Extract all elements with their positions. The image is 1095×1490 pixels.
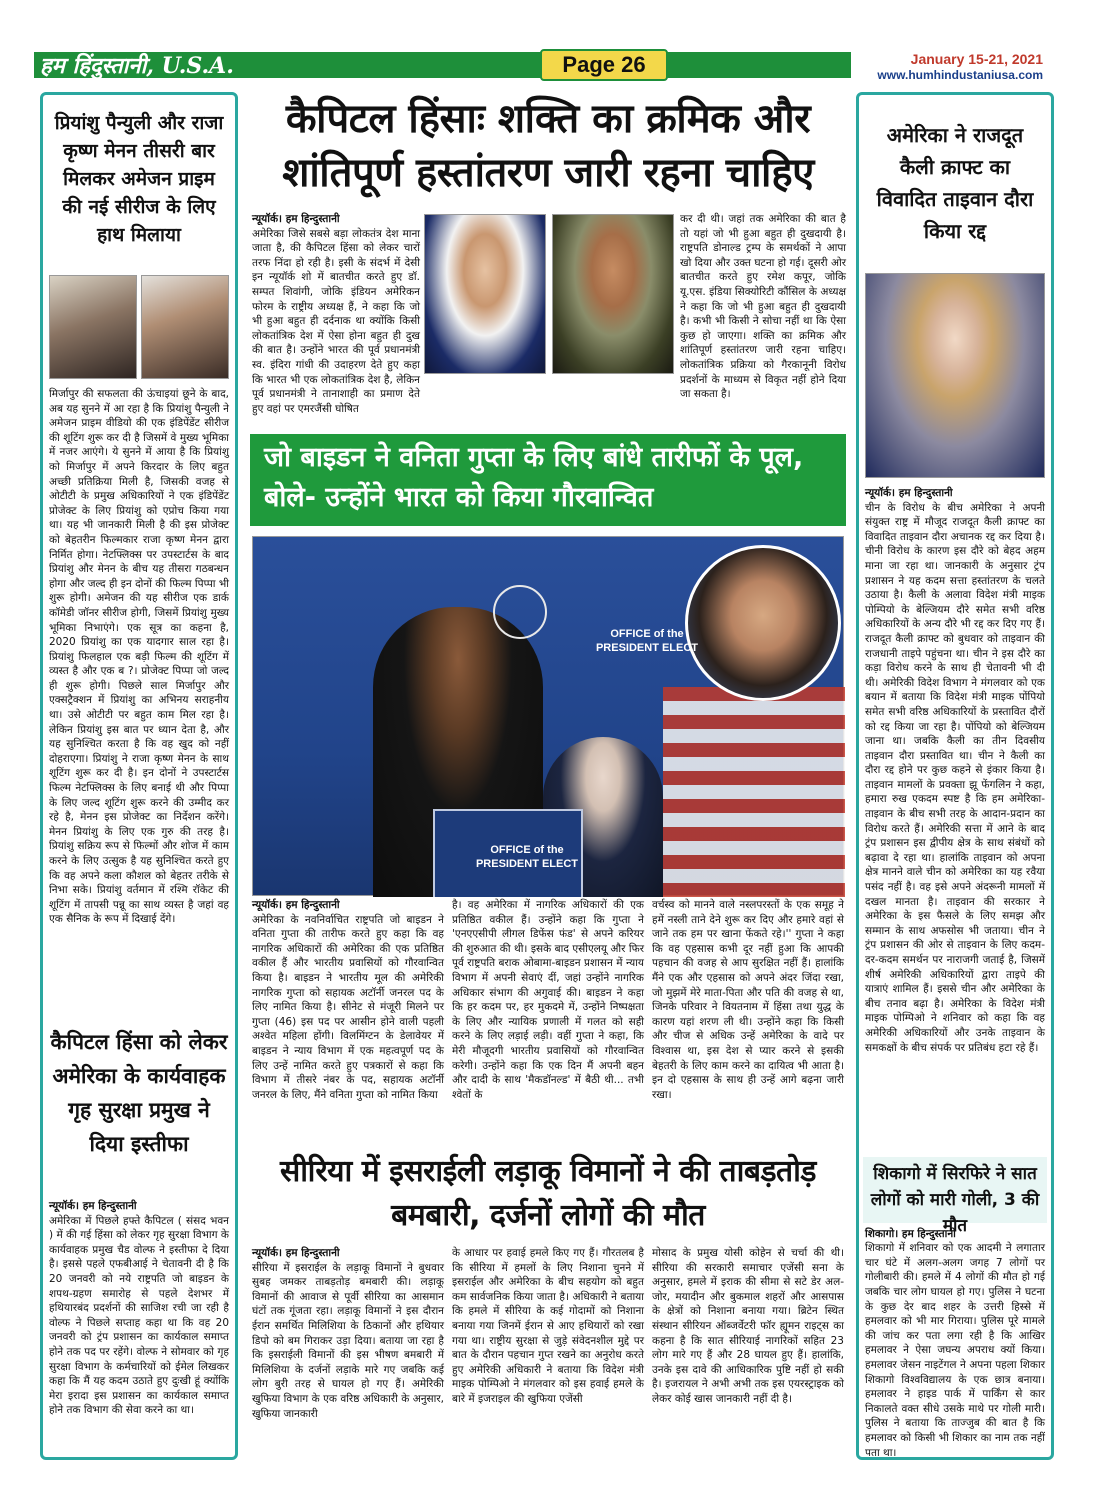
left-story2-dateline: न्यूयॉर्क। हम हिन्दुस्तानी [49,1200,137,1212]
site-url[interactable]: www.humhindustaniusa.com [877,68,1043,82]
priyanshu-photo [49,275,137,379]
left-story-body: मिर्जापुर की सफलता की ऊंचाइयां छूने के बाद, अब यह सुनने में आ रहा है कि प्रियांशु पैन्युली ने अमेजन प्राइम वीडियो की एक इंडिपेंडेंट सीरीज की शूटिंग शुरू कर दी है जिसमें वे मुख्य भूमिका में नजर आएंगे। ये सुनने में आया है कि प्रियांशु को मिर्जापुर में अपने किरदार के लिए बहुत अच्छी प्रतिक्रिया मिली है, जिसकी वजह से ओटीटी के प्रमुख अधिकारियों ने एक इंडिपेंडेंट प्रोजेक्ट के लिए प्रियांशु को एप्रोच किया गया था। यह भी जानकारी मिली है की इस प्रोजेक्ट को बेहतरीन फिल्मकार राजा कृष्ण मेनन द्वारा निर्मित होगा। नेटफ्लिक्स पर उपस्टार्टस के बाद प्रियांशु और मेनन के बीच यह तीसरा गठबन्धन होगा और जल्द ही इन दोनों की फिल्म पिप्पा भी शुरू होगी। अमेजन की यह सीरीज एक डार्क कॉमेडी जॉनर सीरीज होगी, जिसमें प्रियांशु मुख्य भूमिका निभाएंगे। एक सूत्र का कहना है, 2020 प्रियांशु का एक यादगार साल रहा है। प्रियांशु फिलहाल एक बड़ी फिल्म की शूटिंग में व्यस्त है और एक ब ?। प्रोजेक्ट पिप्पा जो जल्द ही शुरू होगी। पिछले साल मिर्जापुर और एक्सट्रैक्शन में प्रियांशु का अभिनय सराहनीय था। उसे ओटीटी पर बहुत काम मिल रहा है। लेकिन प्रियांशु इस बात पर ध्यान देता है, और यह सुनिश्चित करता है कि वह खुद को नहीं दोहराएगा। प्रियांशु ने राजा कृष्ण मेनन के साथ शूटिंग शुरू कर दी है। इन दोनों ने उपस्टार्टस फिल्म नेटफ्लिक्स के लिए बनाई थी और पिप्पा के लिए जल्द शूटिंग शुरू करने की उम्मीद कर रहे है, मेनन इस प्रोजेक्ट का निर्देशन करेंगे। मेनन प्रियांशु के लिए एक गुरु की तरह है। प्रियांशु सक्रिय रूप से फिल्मों और शोज में काम करने के लिए उत्सुक है यह सुनिश्चित करते हुए कि वह अपने कला कौशल को बेहतर तरीके से निभा सके। प्रियांशु वर्तमान में रश्मि रॉकेट की शूटिंग में तापसी पन्नू का साथ व्यस्त है जहां वह एक सैनिक के रूप में दिखाई देंगे। [49,388,229,926]
syria-headline: सीरिया में इसराईली लड़ाकू विमानों ने की ताबड़तोड़ बमबारी, दर्जनों लोगों की मौत [280,1154,816,1233]
right-story2-title: शिकागो में सिरफिरे ने सात लोगों को मारी गोली, 3 की मौत [863,1157,1047,1223]
kamala-harris-photo [252,536,844,896]
issue-date: January 15-21, 2021 [910,51,1043,67]
sign-top: OFFICE of the PRESIDENT ELECT [595,628,699,654]
kelly-craft-photo [865,273,1045,478]
right-story2-body: शिकागो में शनिवार को एक आदमी ने लगातार चार घंटे में अलग-अलग जगह 7 लोगों पर गोलीबारी की। हमले में 4 लोगों की मौत हो गई जबकि चार लोग घायल हो गए। पुलिस ने घटना के कुछ देर बाद शहर के उत्तरी हिस्से में हमलवार को भी मार गिराया। पुलिस पूरे मामले की जांच कर पता लगा रही है कि आखिर हमलावर ने ऐसा जघन्य अपराध क्यों किया। हमलावर जेसन नाइटेंगल ने अपना पहला शिकार शिकागो विश्वविद्यालय के एक छात्र बनाया। हमलावर ने हाइड पार्क में पार्किंग से कार निकालते वक्त सीधे उसके माथे पर गोली मारी। पुलिस ने बताया कि ताज्जुब की बात है कि हमलावर को किसी भी शिकार का नाम तक नहीं पता था। [865,1242,1045,1459]
syria-dateline: न्यूयॉर्क। हम हिन्दुस्तानी [252,1247,340,1259]
biden-col1: अमेरिका के नवनिर्वाचित राष्ट्रपति जो बाइडन ने वनिता गुप्ता की तारीफ करते हुए कहा कि वह नागरिक अधिकारों की अमेरिका की एक प्रतिष्ठित वकील हैं और भारतीय प्रवासियों को गौरवान्वित किया है। बाइडन ने भारतीय मूल की अमेरिकी नागरिक गुप्ता को सहायक अटॉर्नी जनरल पद के लिए नामित किया है। सीनेट से मंजूरी मिलने पर गुप्ता (46) इस पद पर आसीन होने वाली पहली अश्वेत महिला होंगी। विलमिंग्टन के डेलावेयर में बाइडन ने न्याय विभाग में एक महत्वपूर्ण पद के लिए उन्हें नामित करते हुए पत्रकारों से कहा कि विभाग में तीसरे नंबर के पद, सहायक अटॉर्नी जनरल के लिए, मैंने वनिता गुप्ता को नामित किया [252,913,444,1101]
left-column [40,92,238,1460]
right-column [856,92,1054,1460]
left-story2-body: अमेरिका में पिछले हफ्ते कैपिटल ( संसद भवन ) में की गई हिंसा को लेकर गृह सुरक्षा विभाग के कार्यवाहक प्रमुख चैड वोल्फ ने इस्तीफा दे दिया है। इससे पहले एफबीआई ने चेतावनी दी है कि 20 जनवरी को नये राष्ट्रपति जो बाइडन के शपथ-ग्रहण समारोह से पहले देशभर में हथियारबंद प्रदर्शनों की साजिश रची जा रही है वोल्फ ने पिछले सप्ताह कहा था कि वह 20 जनवरी को ट्रंप प्रशासन का कार्यकाल समाप्त होने तक पद पर रहेंगे। वोल्फ ने सोमवार को गृह सुरक्षा विभाग के कर्मचारियों को ईमेल लिखकर कहा कि मैं यह कदम उठाते हुए दुःखी हूं क्योंकि मेरा इरादा इस प्रशासन का कार्यकाल समाप्त होने तक विभाग की सेवा करने का था। [49,1214,229,1417]
presidential-seal-top [493,585,547,639]
main-headline: कैपिटल हिंसाः शक्ति का क्रमिक और शांतिपूर्ण हस्तांतरण जारी रहना चाहिए [282,96,814,196]
main-col1: अमेरिका जिसे सबसे बड़ा लोकतंत्र देश माना जाता है, की कैपिटल हिंसा को लेकर चारों तरफ निंदा हो रही है। इसी के संदर्भ में देसी इन न्यूयॉर्क शो में बातचीत करते हुए डॉ. सम्पत शिवांगी, जोकि इंडियन अमेरिकन फोरम के राष्ट्रीय अध्यक्ष हैं, ने कहा कि जो भी हुआ बहुत ही दर्दनाक था क्योंकि किसी लोकतांत्रिक देश में ऐसा होना बहुत ही दुख की बात है। उन्होंने भारत की पूर्व प्रधानमंत्री स्व. इंदिरा गांधी की उदाहरण देते हुए कहा कि भारत भी एक लोकतांत्रिक देश है, लेकिन पूर्व प्रधानमंत्री ने तानाशाही का प्रमाण देते हुए वहां पर एमरजैंसी घोषित [252,227,420,415]
biden-dateline: न्यूयॉर्क। हम हिन्दुस्तानी [252,899,340,911]
left-story-photo [49,275,229,379]
right-story-title: अमेरिका ने राजदूत कैली क्राफ्ट का विवादित ताइवान दौरा किया रद्द [876,123,1034,243]
syria-col1: सीरिया में इसराईल के लड़ाकू विमानों ने बुधवार सुबह जमकर ताबड़तोड़ बमबारी की। लड़ाकू विमानों की आवाज से पूर्वी सीरिया का आसमान घंटों तक गूंजता रहा। लड़ाकू विमानों ने इस दौरान ईरान समर्थित मिलिशिया के ठिकानों और हथियार डिपो को बम गिराकर उड़ा दिया। बताया जा रहा है कि इसराईली विमानों की इस भीषण बमबारी में मिलिशिया के दर्जनों लड़ाके मारे गए जबकि कई लोग बुरी तरह से घायल हो गए हैं। अमेरिकी खुफिया विभाग के एक वरिष्ठ अधिकारी के अनुसार, खुफिया जानकारी [252,1261,444,1420]
left-story-title: प्रियांशु पैन्युली और राजा कृष्ण मेनन तीसरी बार मिलकर अमेजन प्राइम की नई सीरीज के लिए हाथ मिलाया [54,112,224,246]
masthead-logo: हम हिंदुस्तानी, U.S.A. [40,53,234,79]
syria-col2: के आधार पर हवाई हमले किए गए हैं। गौरतलब है कि सीरिया में हमलों के लिए निशाना चुनने में इसराईल और अमेरिका के बीच सहयोग को बहुत कम सार्वजनिक किया जाता है। अधिकारी ने बताया कि हमले में सीरिया के कई गोदामों को निशाना बनाया गया जिनमें ईरान से आए हथियारों को रखा गया था। राष्ट्रीय सुरक्षा से जुड़े संवेदनशील मुद्दे पर बात के दौरान पहचान गुप्त रखने का अनुरोध करते हुए अमेरिकी अधिकारी ने बताया कि विदेश मंत्री माइक पोम्पिओ ने मंगलवार को इस हवाई हमले के बारे में इजराइल की खुफिया एजेंसी [452,1247,644,1405]
right-story-body: चीन के विरोध के बीच अमेरिका ने अपनी संयुक्त राष्ट्र में मौजूद राजदूत कैली क्राफ्ट का विवादित ताइवान दौरा अचानक रद्द कर दिया है। चीनी विरोध के कारण इस दौरे को बेहद अहम माना जा रहा था। जानकारी के अनुसार ट्रंप प्रशासन ने यह कदम सत्ता हस्तांतरण के चलते उठाया है। कैली के अलावा विदेश मंत्री माइक पोम्पियो के बेल्जियम दौरे समेत सभी वरिष्ठ अधिकारियों के अन्य दौरे भी रद्द कर दिए गए हैं। राजदूत कैली क्राफ्ट को बुधवार को ताइवान की राजधानी ताइपे पहुंचना था। चीन ने इस दौरे का कड़ा विरोध करने के साथ ही चेतावनी भी दी थी। अमेरिकी विदेश विभाग ने मंगलवार को एक बयान में बताया कि विदेश मंत्री माइक पोंपियो समेत सभी वरिष्ठ अधिकारियों के प्रस्तावित दौरों को रद्द किया जा रहा है। पोंपियो को बेल्जियम जाना था। जबकि कैली का तीन दिवसीय ताइवान दौरा प्रस्तावित था। चीन ने कैली का दौरा रद्द होने पर कुछ कहने से इंकार किया है। ताइवान मामलों के प्रवक्ता झू फेंगलिन ने कहा, हमारा रुख एकदम स्पष्ट है कि हम अमेरिका-ताइवान के बीच सभी तरह के आदान-प्रदान का विरोध करते हैं। अमेरिकी सत्ता में आने के बाद ट्रंप प्रशासन इस द्वीपीय क्षेत्र के साथ संबंधों को बढ़ावा दे रहा था। हालांकि ताइवान को अपना क्षेत्र मानने वाले चीन को अमेरिका का यह रवैया पसंद नहीं है। वह इसे अपने अंदरूनी मामलों में दखल मानता है। ताइवान की सरकार ने अमेरिका के इस फैसले के लिए समझ और सम्मान के साथ अफसोस भी जताया। चीन ने ट्रंप प्रशासन की ओर से ताइवान के लिए कदम-दर-कदम समर्थन पर नाराजगी जताई है, जिसमें शीर्ष अमेरिकी अधिकारियों द्वारा ताइपे की यात्राएं शामिल हैं। इससे चीन और अमेरिका के बीच तनाव बढ़ा है। अमेरिका के विदेश मंत्री माइक पोम्पिओ ने शनिवार को कहा कि वह अमेरिकी अधिकारियों और उनके ताइवान के समकक्षों के बीच संपर्क पर प्रतिबंध हटा रहे हैं। [865,501,1045,1054]
vanita-gupta-inset [685,545,841,701]
raj-krishna-menon-photo [141,275,229,379]
biden-headline-banner: जो बाइडन ने वनिता गुप्ता के लिए बांधे तारीफों के पूल, बोले- उन्होंने भारत को किया गौरवान्वित [250,434,846,526]
biden-col3: वर्चस्व को मानने वाले नस्लपरस्तों के एक समूह ने हमें नस्ली ताने देने शुरू कर दिए और हमारे वहां से जाने तक हम पर खाना फेंकते रहे।'' गुप्ता ने कहा कि वह एहसास कभी दूर नहीं हुआ कि आपकी पहचान की वजह से आप सुरक्षित नहीं हैं। हालांकि मैंने एक और एहसास को अपने अंदर जिंदा रखा, जो मुझमें मेरे माता-पिता और पति की वजह से था, जिनके परिवार ने वियतनाम में हिंसा तथा युद्ध के कारण यहां शरण ली थी। उन्होंने कहा कि किसी और चीज से अधिक उन्हें अमेरिका के वादे पर विश्वास था, इस देश से प्यार करने से इसकी बेहतरी के लिए काम करने का दायित्व भी आता है। इन दो एहसास के साथ ही उन्हें आगे बढ़ना जारी रखा। [652,899,844,1101]
biden-col2: है। वह अमेरिका में नागरिक अधिकारों की एक प्रतिष्ठित वकील हैं। उन्होंने कहा कि गुप्ता ने 'एनएएसीपी लीगल डिफेंस फंड' से अपने करियर की शुरुआत की थी। इसके बाद एसीएलयू और फिर पूर्व राष्ट्रपति बराक ओबामा-बाइडन प्रशासन में न्याय विभाग में अपनी सेवाएं दीं, जहां उन्होंने नागरिक अधिकार संभाग की अगुवाई की। बाइडन ने कहा कि हर कदम पर, हर मुकदमे में, उन्होंने निष्पक्षता के लिए और न्यायिक प्रणाली में गलत को सही करने के लिए लड़ाई लड़ी। वहीं गुप्ता ने कहा, कि मेरी मौजूदगी भारतीय प्रवासियों को गौरवान्वित करेगी। उन्होंने कहा कि एक दिन मैं अपनी बहन और दादी के साथ 'मैकडॉनल्ड' में बैठी थी... तभी श्वेतों के [452,899,644,1101]
main-dateline: न्यूयॉर्क। हम हिन्दुस्तानी [252,213,340,225]
sign-podium: OFFICE of the PRESIDENT ELECT [475,844,579,870]
sampat-shivangi-photo [424,214,546,374]
ramesh-kapur-photo [552,214,674,374]
flag-stripes [663,687,845,897]
main-col3: कर दी थी। जहां तक अमेरिका की बात है तो यहां जो भी हुआ बहुत ही दुखदायी है। राष्ट्रपति डोनाल्ड ट्रम्प के समर्थकों ने आपा खो दिया और उक्त घटना हो गई। दूसरी ओर बातचीत करते हुए रमेश कपूर, जोकि यू.एस. इंडिया सिक्योरिटी कौंसिल के अध्यक्ष ने कहा कि जो भी हुआ बहुत ही दुखदायी है। कभी भी किसी ने सोचा नहीं था कि ऐसा कुछ हो जाएगा। शक्ति का क्रमिक और शांतिपूर्ण हस्तांतरण जारी रहना चाहिए। लोकतांत्रिक प्रक्रिया को गैरकानूनी विरोध प्रदर्शनों के माध्यम से विकृत नहीं होने दिया जा सकता है। [680,213,846,401]
right-story2-dateline: शिकागो। हम हिन्दुस्तानी [865,1227,956,1240]
page-number: Page 26 [540,49,668,81]
left-story2-title: कैपिटल हिंसा को लेकर अमेरिका के कार्यवाहक गृह सुरक्षा प्रमुख ने दिया इस्तीफा [50,1030,228,1156]
syria-col3: मोसाद के प्रमुख योसी कोहेन से चर्चा की थी। सीरिया की सरकारी समाचार एजेंसी सना के अनुसार, हमले में इराक की सीमा से सटे डेर अल-जोर, मयादीन और बुकमाल शहरों और आसपास के क्षेत्रों को निशाना बनाया गया। ब्रिटेन स्थित संस्थान सीरियन ऑब्जर्वेटरी फॉर ह्यूमन राइट्स का कहना है कि सात सीरियाई नागरिकों सहित 23 लोग मारे गए हैं और 28 घायल हुए हैं। हालांकि, उनके इस दावे की आधिकारिक पुष्टि नहीं हो सकी है। इजरायल ने अभी अभी तक इस एयरस्ट्राइक को लेकर कोई खास जानकारी नहीं दी है। [652,1247,844,1405]
right-story-dateline: न्यूयॉर्क। हम हिन्दुस्तानी [865,487,953,499]
